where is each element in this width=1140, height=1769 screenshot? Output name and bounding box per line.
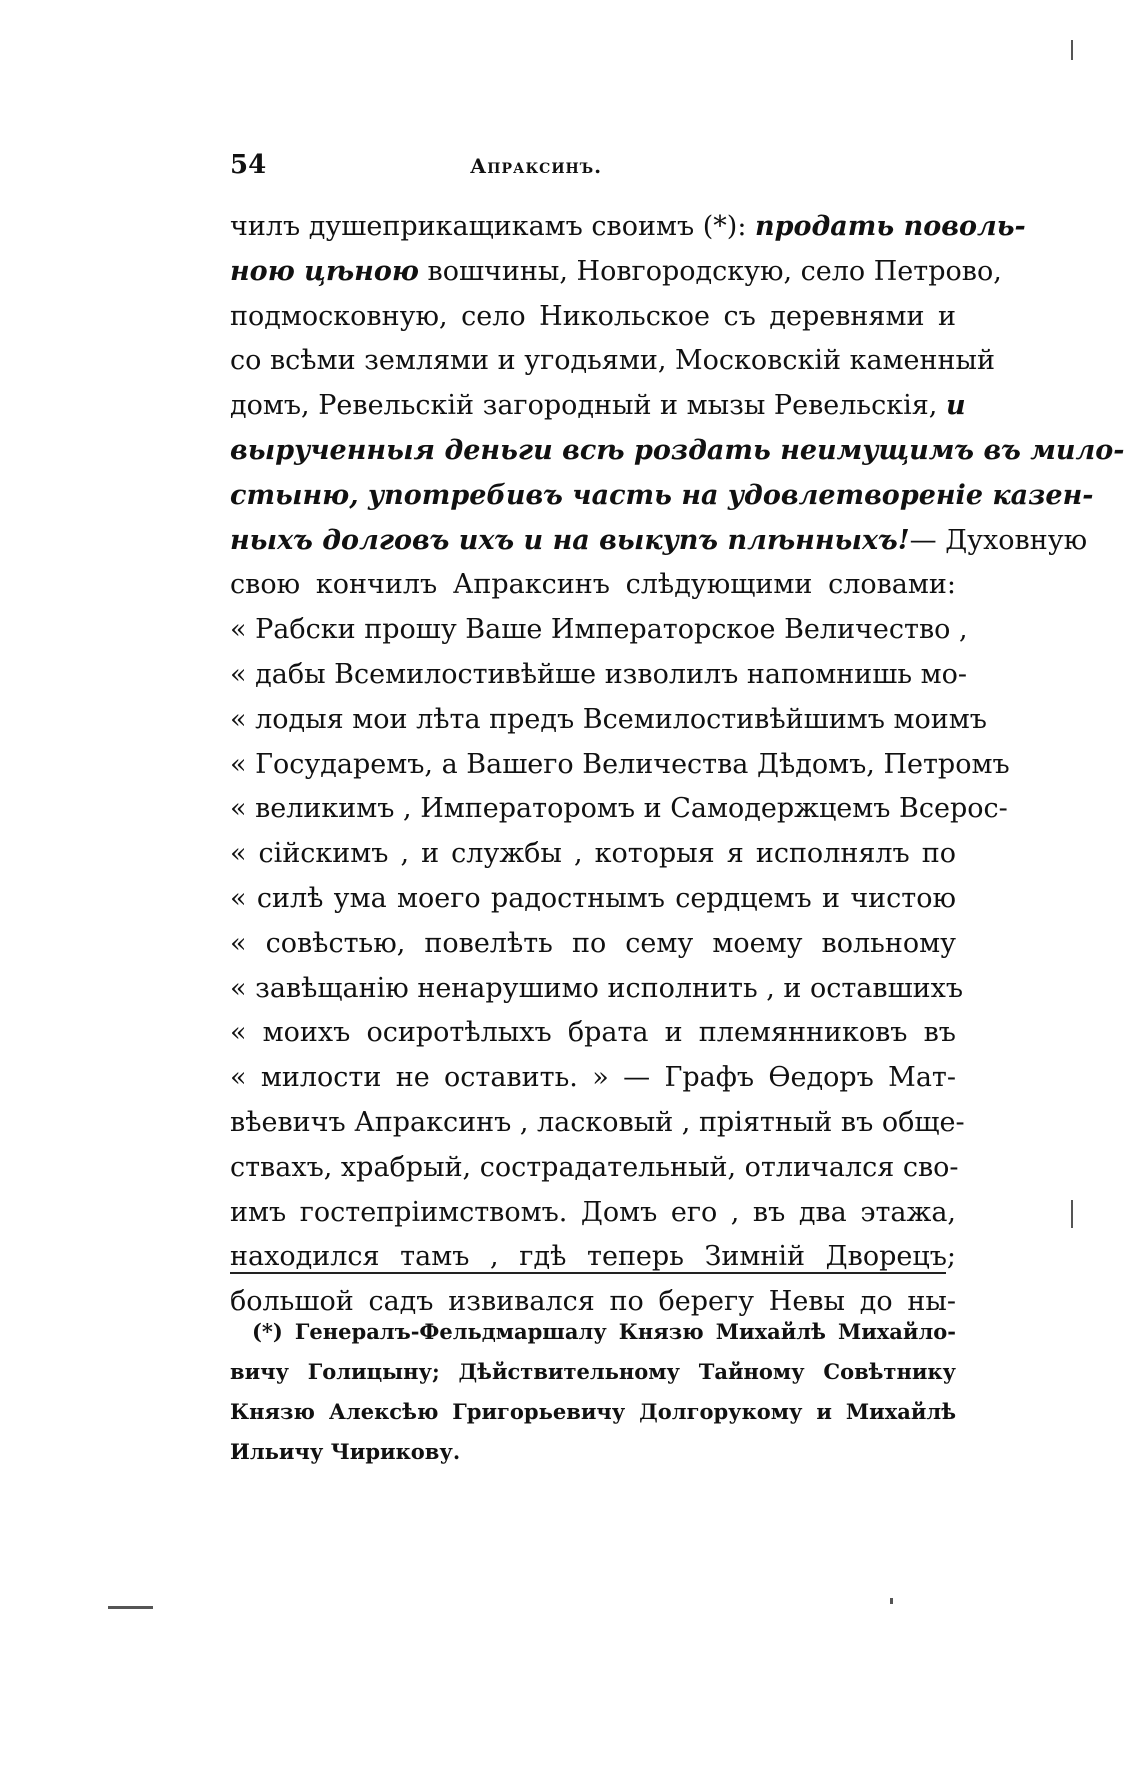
page-number: 54	[230, 150, 267, 180]
scan-speck	[890, 1598, 893, 1604]
text-line	[230, 1191, 956, 1236]
text-line	[230, 743, 1010, 788]
italic-run: ною цѣною	[230, 255, 419, 287]
text-line	[230, 1101, 965, 1146]
text-run: ствахъ, храбрый, сострадательный, отличался сво-	[230, 1151, 959, 1183]
text-line	[230, 608, 968, 653]
footnote-block	[230, 1312, 956, 1472]
text-run: « Рабски прошу Ваше Императорское Величество ,	[230, 614, 968, 646]
scan-speck	[1071, 1200, 1073, 1228]
text-run: имъ гостепріимствомъ. Домъ его , въ два этажа,	[230, 1196, 956, 1228]
footnote-divider	[230, 1272, 946, 1274]
body-text	[230, 205, 1125, 1325]
text-line	[230, 339, 995, 384]
text-line	[230, 295, 956, 340]
text-run: большой садъ извивался по берегу Невы до ны-	[230, 1286, 956, 1318]
running-title: Апраксинъ.	[470, 154, 603, 178]
text-line	[230, 1146, 959, 1191]
text-run: « великимъ , Императоромъ и Самодержцемъ Всерос-	[230, 793, 1008, 825]
text-line	[230, 1056, 956, 1101]
text-line	[230, 967, 964, 1012]
text-run: « дабы Всемилостивѣйше изволилъ напомнишь мо-	[230, 658, 968, 690]
text-run: подмосковную, село Никольское съ деревнями и	[230, 300, 956, 332]
text-run: вошчины, Новгородскую, село Петрово,	[418, 255, 1002, 287]
italic-run: продать поволь-	[755, 211, 1026, 242]
italic-run: и	[945, 390, 966, 422]
text-run: « сійскимъ , и службы , которыя я исполнялъ по	[230, 838, 956, 870]
text-line	[230, 563, 956, 608]
footnote-line: Ильичу Чирикову.	[230, 1439, 461, 1464]
text-run: « лодыя мои лѣта предъ Всемилостивѣйшимъ моимъ	[230, 703, 987, 735]
footnote-line: вичу Голицыну; Дѣйствительному Тайному Совѣтнику	[230, 1359, 956, 1384]
text-run: « моихъ осиротѣлыхъ брата и племянниковъ въ	[230, 1017, 956, 1049]
scan-speck	[108, 1606, 153, 1609]
text-line	[230, 429, 1125, 474]
text-run: со всѣми землями и угодьями, Московскій каменный	[230, 345, 995, 377]
footnote-line: (*) Генералъ-Фельдмаршалу Князю Михайлѣ Михайло-	[252, 1319, 956, 1344]
text-line	[230, 519, 1088, 564]
text-line	[230, 653, 968, 698]
text-run: « Государемъ, а Вашего Величества Дѣдомъ, Петромъ	[230, 748, 1010, 780]
text-line	[230, 1011, 956, 1056]
text-run: находился тамъ , гдѣ теперь Зимній Дворецъ;	[230, 1241, 956, 1273]
page-header	[230, 150, 950, 190]
text-line	[230, 698, 987, 743]
italic-run: ныхъ долговъ ихъ и на выкупъ плѣнныхъ!	[230, 524, 910, 556]
italic-run: вырученныя деньги всѣ роздать неимущимъ въ мило-	[230, 434, 1125, 466]
text-run: « силѣ ума моего радостнымъ сердцемъ и чистою	[230, 882, 956, 914]
italic-run: стыню, употребивъ часть на удовлетвореніе казен-	[230, 479, 1094, 511]
text-run: — Духовную	[909, 524, 1088, 556]
text-line	[230, 205, 1026, 250]
text-run: « совѣстью, повелѣть по сему моему вольному	[230, 927, 956, 959]
text-line	[230, 787, 1008, 832]
text-line	[230, 474, 1094, 519]
text-run: чилъ душеприкащикамъ своимъ (*):	[230, 211, 756, 242]
text-run: « завѣщанію ненарушимо исполнить , и оставшихъ	[230, 972, 964, 1004]
text-line	[230, 877, 956, 922]
text-run: вѣевичъ Апраксинъ , ласковый , пріятный въ обще-	[230, 1106, 965, 1138]
text-line	[230, 250, 1002, 295]
footnote-line: Князю Алексѣю Григорьевичу Долгорукому и Михайлѣ	[230, 1399, 956, 1424]
scan-speck	[1071, 40, 1073, 60]
text-line	[230, 922, 956, 967]
text-line	[230, 384, 966, 429]
text-run: свою кончилъ Апраксинъ слѣдующими словами:	[230, 569, 956, 601]
text-line	[230, 832, 956, 877]
text-run: « милости не оставить. » — Графъ Ѳедоръ Мат-	[230, 1062, 956, 1094]
text-run: домъ, Ревельскій загородный и мызы Ревельскія,	[230, 390, 946, 422]
